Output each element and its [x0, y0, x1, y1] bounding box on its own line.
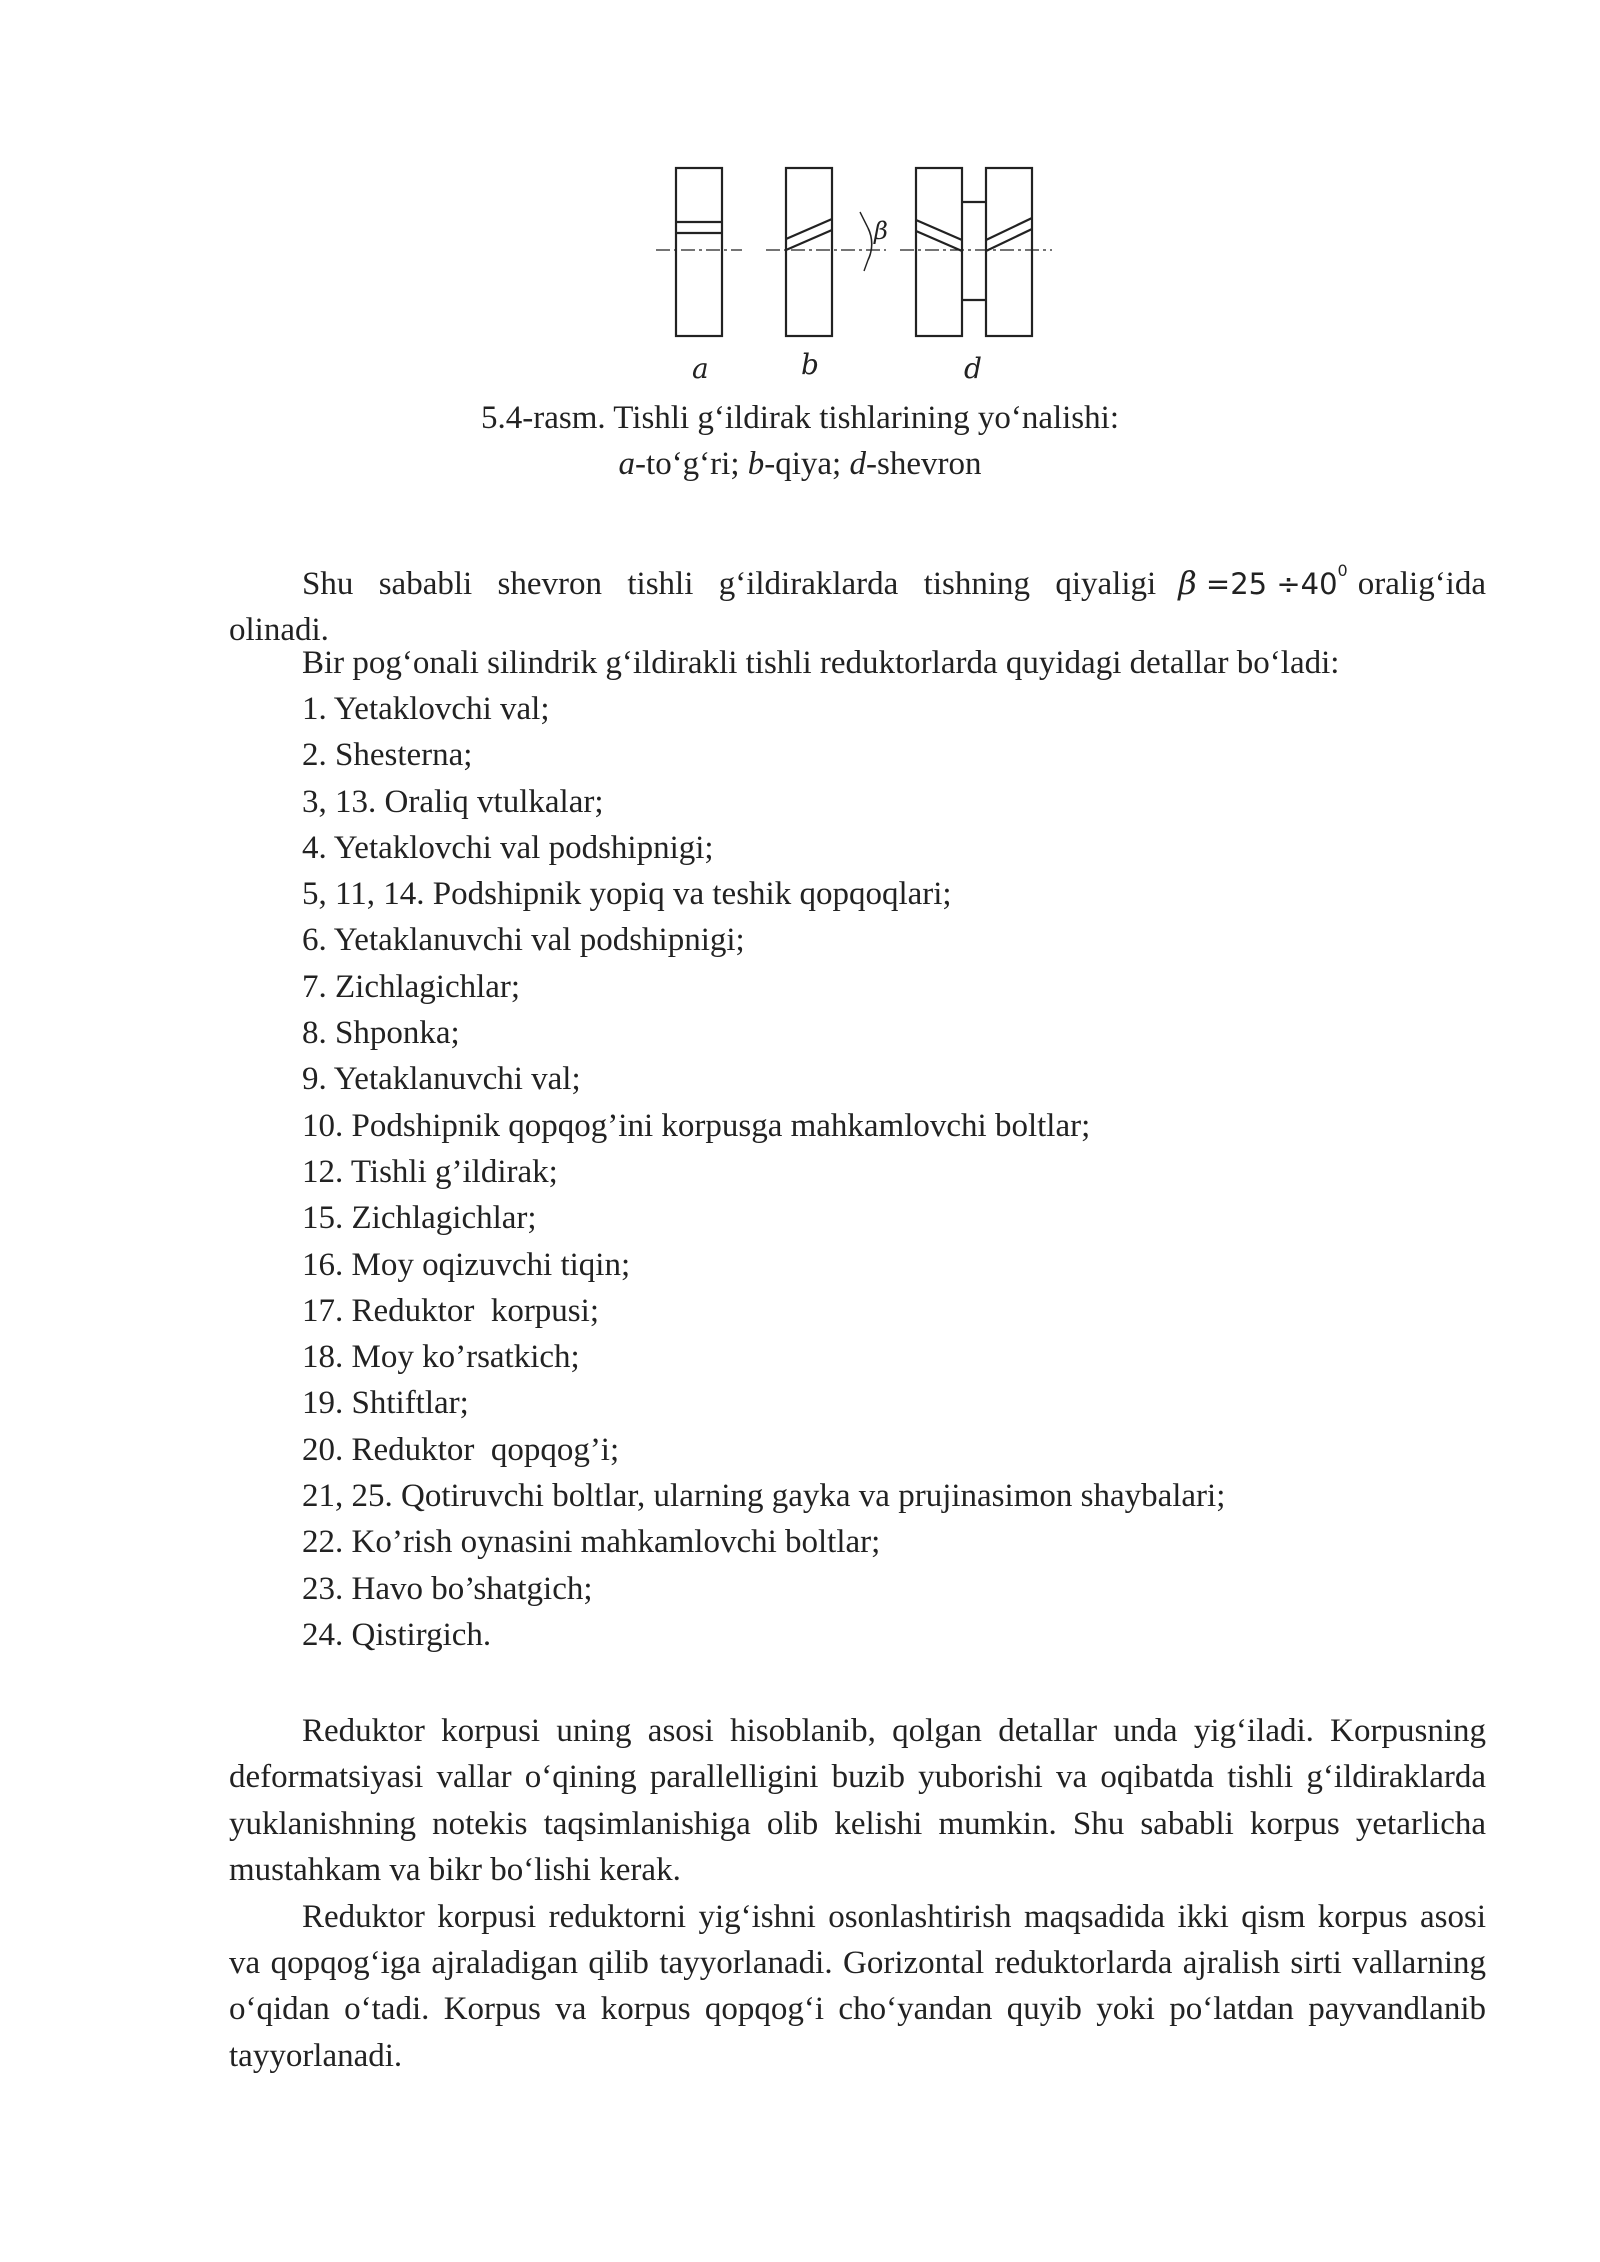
formula-degree: 0 [1337, 561, 1348, 580]
para1-end: oralig‘ida [1357, 566, 1486, 602]
figure-caption-title: 5.4-rasm. Tishli g‘ildirak tishlarining yo‘nalishi: [481, 400, 1119, 436]
list-item: 17. Reduktor korpusi; [302, 1292, 599, 1329]
list-item: 19. Shtiftlar; [302, 1385, 469, 1422]
beta-arrow [864, 260, 868, 271]
list-item: 22. Ko’rish oynasini mahkamlovchi boltlar; [302, 1524, 881, 1561]
list-item: 10. Podshipnik qopqog’ini korpusga mahkamlovchi boltlar; [302, 1107, 1091, 1144]
list-item: 1. Yetaklovchi val; [302, 691, 550, 727]
beta-arrow [860, 212, 868, 228]
beta-label: β [874, 217, 888, 245]
list-item: 24. Qistirgich. [302, 1616, 492, 1653]
beta-formula [1178, 548, 1358, 607]
gear-d-left-outline [916, 168, 962, 336]
para4: Reduktor korpusi reduktorni yig‘ishni osonlashtirish maqsadida ikki qism korpus asosi va qopqog‘iga ajraladigan qilib tayyorlanadi. Gorizontal reduktorlarda ajralish sirti vallarning o‘qidan o‘tadi. Korpus va korpus qopqog‘i cho‘yandan quyib yoki po‘latdan payvandlanib tayyorlanadi. [229, 1898, 1486, 2074]
list-item: 8. Shponka; [302, 1015, 460, 1052]
paragraph-body [229, 1708, 1486, 2079]
caption-b: b [747, 446, 765, 482]
beta-angle-arc [868, 228, 872, 260]
list-item: 23. Havo bo’shatgich; [302, 1570, 593, 1607]
list-item: 18. Moy ko’rsatkich; [302, 1339, 580, 1376]
para1-start: Shu sababli shevron tishli g‘ildiraklarda tishning qiyaligi [302, 566, 1157, 602]
gear-a-outline [676, 168, 722, 336]
list-item: 5, 11, 14. Podshipnik yopiq va teshik qopqoqlari; [302, 876, 952, 913]
para1-wrap: olinadi. [229, 612, 329, 648]
list-item: 4. Yetaklovchi val podshipnigi; [302, 829, 714, 866]
formula-beta: β [1178, 564, 1197, 602]
paragraph-formula [229, 548, 1486, 653]
gear-b-tooth-line [786, 230, 832, 250]
list-item: 15. Zichlagichlar; [302, 1200, 537, 1237]
gear-d-tooth-line [916, 231, 962, 251]
gear-d-right-outline [986, 168, 1032, 336]
gear-d-tooth-line [916, 220, 962, 240]
gear-d-tooth-line [986, 229, 1032, 251]
list-item: 2. Shesterna; [302, 737, 473, 774]
list-item: 21, 25. Qotiruvchi boltlar, ularning gayka va prujinasimon shaybalari; [302, 1478, 1226, 1515]
list-item: 16. Moy oqizuvchi tiqin; [302, 1246, 631, 1283]
para3: Reduktor korpusi uning asosi hisoblanib, qolgan detallar unda yig‘iladi. Korpusning deformatsiyasi vallar o‘qining parallelligini buzib yuborishi va oqibatda tishli g‘ildiraklarda yuklanishning notekis taqsimlanishiga olib kelishi mumkin. Shu sababli korpus yetarlicha mustahkam va bikr bo‘lishi kerak. [229, 1713, 1486, 1889]
caption-a-text: -to‘g‘ri; [635, 446, 748, 482]
label-d: d [964, 352, 982, 385]
gear-b-tooth-line [786, 219, 832, 239]
label-a: a [692, 352, 709, 385]
formula-body: =25 ÷40 [1196, 567, 1338, 601]
paragraph-intro [229, 640, 1486, 686]
list-item: 12. Tishli g’ildirak; [302, 1153, 558, 1190]
figure-caption-legend [0, 441, 1600, 487]
list-item: 6. Yetaklanuvchi val podshipnigi; [302, 922, 745, 959]
label-b: b [801, 348, 819, 381]
gear-d-tooth-line [986, 218, 1032, 240]
parts-list [302, 686, 1225, 1658]
list-item: 7. Zichlagichlar; [302, 968, 521, 1005]
list-item: 20. Reduktor qopqog’i; [302, 1431, 620, 1468]
caption-b-text: -qiya; [764, 446, 850, 482]
list-item: 3, 13. Oraliq vtulkalar; [302, 783, 604, 820]
para2: Bir pog‘onali silindrik g‘ildirakli tishli reduktorlarda quyidagi detallar bo‘ladi: [302, 645, 1340, 681]
gear-b-outline [786, 168, 832, 336]
caption-d-text: -shevron [865, 446, 982, 482]
list-item: 9. Yetaklanuvchi val; [302, 1061, 581, 1098]
caption-a: a [618, 446, 636, 482]
gear-teeth-figure [650, 160, 1070, 390]
caption-d: d [849, 446, 866, 482]
